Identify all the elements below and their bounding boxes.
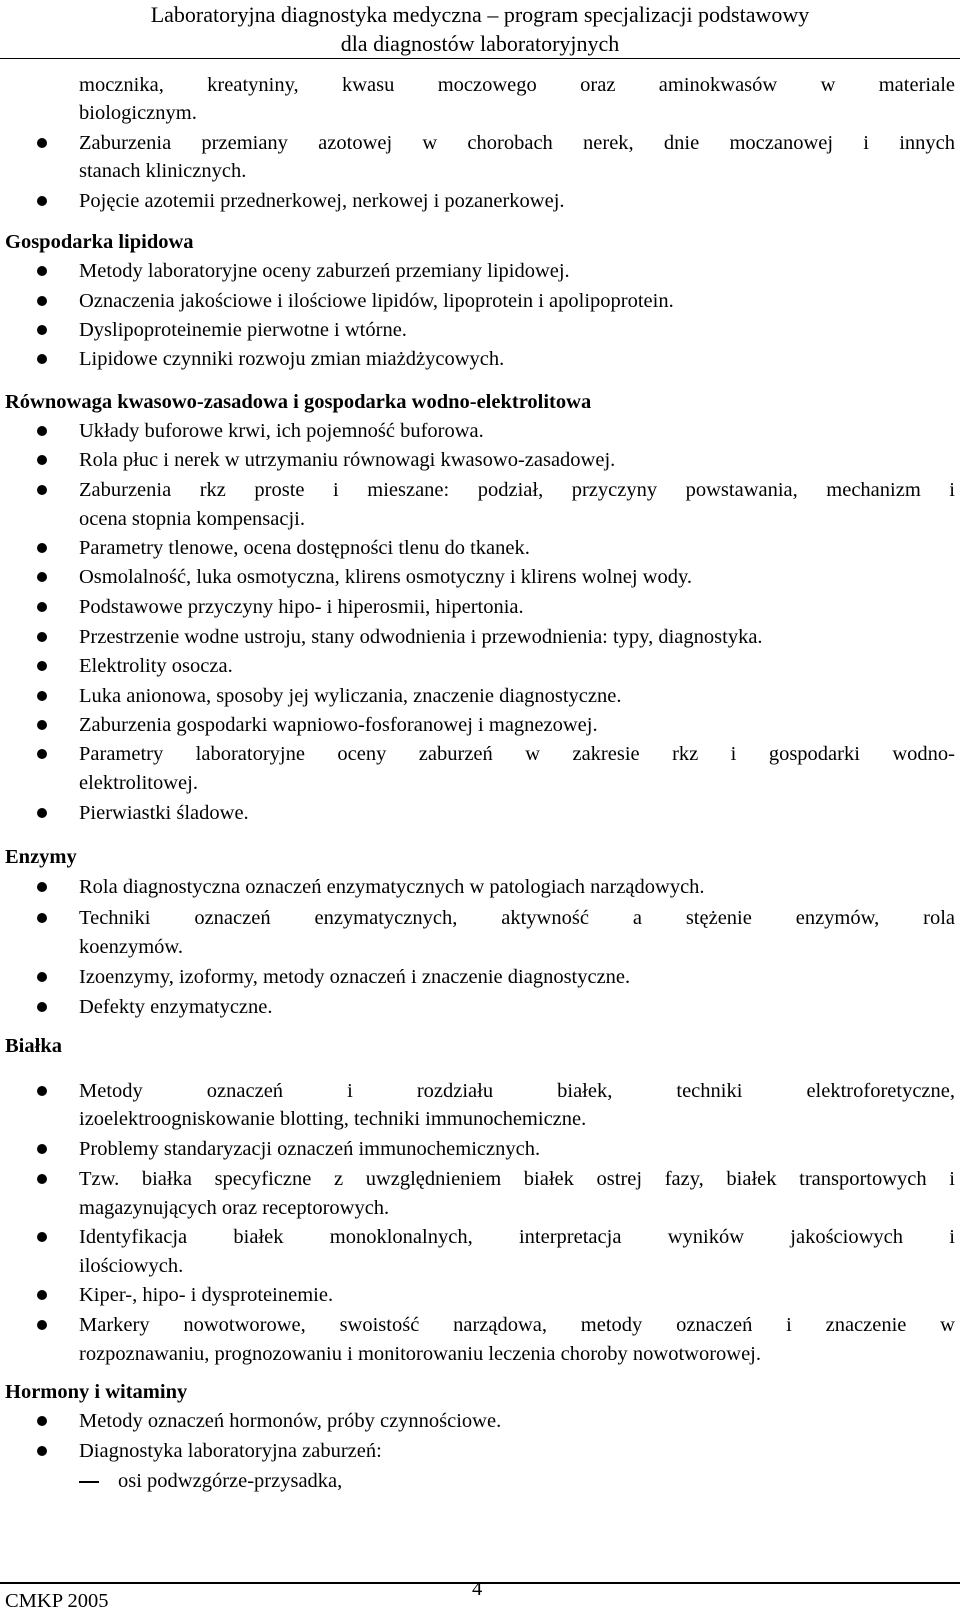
bullet-icon (37, 455, 47, 465)
bullet-icon (37, 1290, 47, 1300)
bullet-icon (37, 882, 47, 892)
list-item: Defekty enzymatyczne. (79, 996, 273, 1018)
list-item: Podstawowe przyczyny hipo- i hiperosmii, hipertonia. (79, 596, 524, 618)
bullet-icon (37, 749, 47, 759)
bullet-icon (37, 426, 47, 436)
bullet-icon (37, 720, 47, 730)
bullet-icon (37, 1174, 47, 1184)
list-item: Identyfikacja białek monoklonalnych, interpretacja wyników jakościowych i (79, 1226, 955, 1248)
text-line: stanach klinicznych. (79, 160, 247, 182)
bullet-icon (37, 1320, 47, 1330)
section-heading-proteins: Białka (5, 1035, 62, 1057)
list-item: Zaburzenia rkz proste i mieszane: podział, przyczyny powstawania, mechanizm i (79, 479, 955, 501)
text-line: elektrolitowej. (79, 772, 198, 794)
list-item: Lipidowe czynniki rozwoju zmian miażdżycowych. (79, 348, 505, 370)
header-title-line2: dla diagnostów laboratoryjnych (340, 31, 620, 56)
list-item: Układy buforowe krwi, ich pojemność buforowa. (79, 420, 484, 442)
list-item: Markery nowotworowe, swoistość narządowa, metody oznaczeń i znaczenie w (79, 1314, 955, 1336)
text-line: mocznika, kreatyniny, kwasu moczowego oraz aminokwasów w materiale (79, 74, 955, 96)
list-item: Pojęcie azotemii przednerkowej, nerkowej i pozanerkowej. (79, 190, 565, 212)
list-item: Luka anionowa, sposoby jej wyliczania, znaczenie diagnostyczne. (79, 685, 622, 707)
list-item: Metody laboratoryjne oceny zaburzeń przemiany lipidowej. (79, 260, 570, 282)
bullet-icon (37, 1446, 47, 1456)
list-item: Dyslipoproteinemie pierwotne i wtórne. (79, 319, 407, 341)
list-item: Elektrolity osocza. (79, 655, 233, 677)
text-line: ilościowych. (79, 1255, 184, 1277)
bullet-icon (37, 138, 47, 148)
bullet-icon (37, 296, 47, 306)
bullet-icon (37, 485, 47, 495)
header-title-line1: Laboratoryjna diagnostyka medyczna – program specjalizacji podstawowy (150, 2, 810, 27)
list-item: Rola diagnostyczna oznaczeń enzymatycznych w patologiach narządowych. (79, 876, 705, 898)
list-item: Izoenzymy, izoformy, metody oznaczeń i znaczenie diagnostyczne. (79, 966, 631, 988)
text-line: koenzymów. (79, 936, 183, 958)
section-heading-enzymes: Enzymy (5, 846, 77, 868)
list-item: Rola płuc i nerek w utrzymaniu równowagi kwasowo-zasadowej. (79, 449, 616, 471)
bullet-icon (37, 325, 47, 335)
list-item: Techniki oznaczeń enzymatycznych, aktywność a stężenie enzymów, rola (79, 907, 955, 929)
list-item: Oznaczenia jakościowe i ilościowe lipidów, lipoprotein i apolipoprotein. (79, 290, 674, 312)
list-item: Problemy standaryzacji oznaczeń immunochemicznych. (79, 1138, 541, 1160)
bullet-icon (37, 1416, 47, 1426)
text-line: biologicznym. (79, 102, 197, 124)
list-item: Parametry tlenowe, ocena dostępności tlenu do tkanek. (79, 537, 530, 559)
bullet-icon (37, 543, 47, 553)
list-item: Diagnostyka laboratoryjna zaburzeń: (79, 1440, 382, 1462)
text-line: magazynujących oraz receptorowych. (79, 1197, 390, 1219)
section-heading-acid-base: Równowaga kwasowo-zasadowa i gospodarka wodno-elektrolitowa (5, 391, 592, 413)
list-item: Tzw. białka specyficzne z uwzględnieniem białek ostrej fazy, białek transportowych i (79, 1168, 955, 1190)
bullet-icon (37, 632, 47, 642)
footer-publisher: CMKP 2005 (5, 1590, 109, 1612)
bullet-icon (37, 196, 47, 206)
section-heading-hormones: Hormony i witaminy (5, 1381, 188, 1403)
page-header (0, 0, 960, 59)
list-item: Pierwiastki śladowe. (79, 802, 249, 824)
text-line: rozpoznawaniu, prognozowaniu i monitorowaniu leczenia choroby nowotworowej. (79, 1343, 761, 1365)
dash-icon (79, 1481, 99, 1483)
bullet-icon (37, 913, 47, 923)
page-number: 4 (472, 1578, 483, 1600)
bullet-icon (37, 266, 47, 276)
text-line: izoelektroogniskowanie blotting, techniki immunochemiczne. (79, 1108, 587, 1130)
list-item: Zaburzenia gospodarki wapniowo-fosforanowej i magnezowej. (79, 714, 598, 736)
bullet-icon (37, 972, 47, 982)
list-item: Parametry laboratoryjne oceny zaburzeń w zakresie rkz i gospodarki wodno- (79, 743, 955, 765)
list-item: Osmolalność, luka osmotyczna, klirens osmotyczny i klirens wolnej wody. (79, 566, 692, 588)
bullet-icon (37, 1144, 47, 1154)
bullet-icon (37, 602, 47, 612)
bullet-icon (37, 1232, 47, 1242)
bullet-icon (37, 661, 47, 671)
list-item: Metody oznaczeń hormonów, próby czynnościowe. (79, 1410, 502, 1432)
bullet-icon (37, 1002, 47, 1012)
sub-list-item: osi podwzgórze-przysadka, (118, 1470, 343, 1492)
list-item: Kiper-, hipo- i dysproteinemie. (79, 1284, 334, 1306)
bullet-icon (37, 1086, 47, 1096)
text-line: ocena stopnia kompensacji. (79, 508, 306, 530)
section-heading-lipids: Gospodarka lipidowa (5, 231, 194, 253)
list-item: Metody oznaczeń i rozdziału białek, techniki elektroforetyczne, (79, 1080, 955, 1102)
bullet-icon (37, 572, 47, 582)
list-item: Zaburzenia przemiany azotowej w chorobach nerek, dnie moczanowej i innych (79, 132, 955, 154)
list-item: Przestrzenie wodne ustroju, stany odwodnienia i przewodnienia: typy, diagnostyka. (79, 626, 763, 648)
bullet-icon (37, 808, 47, 818)
bullet-icon (37, 691, 47, 701)
bullet-icon (37, 354, 47, 364)
